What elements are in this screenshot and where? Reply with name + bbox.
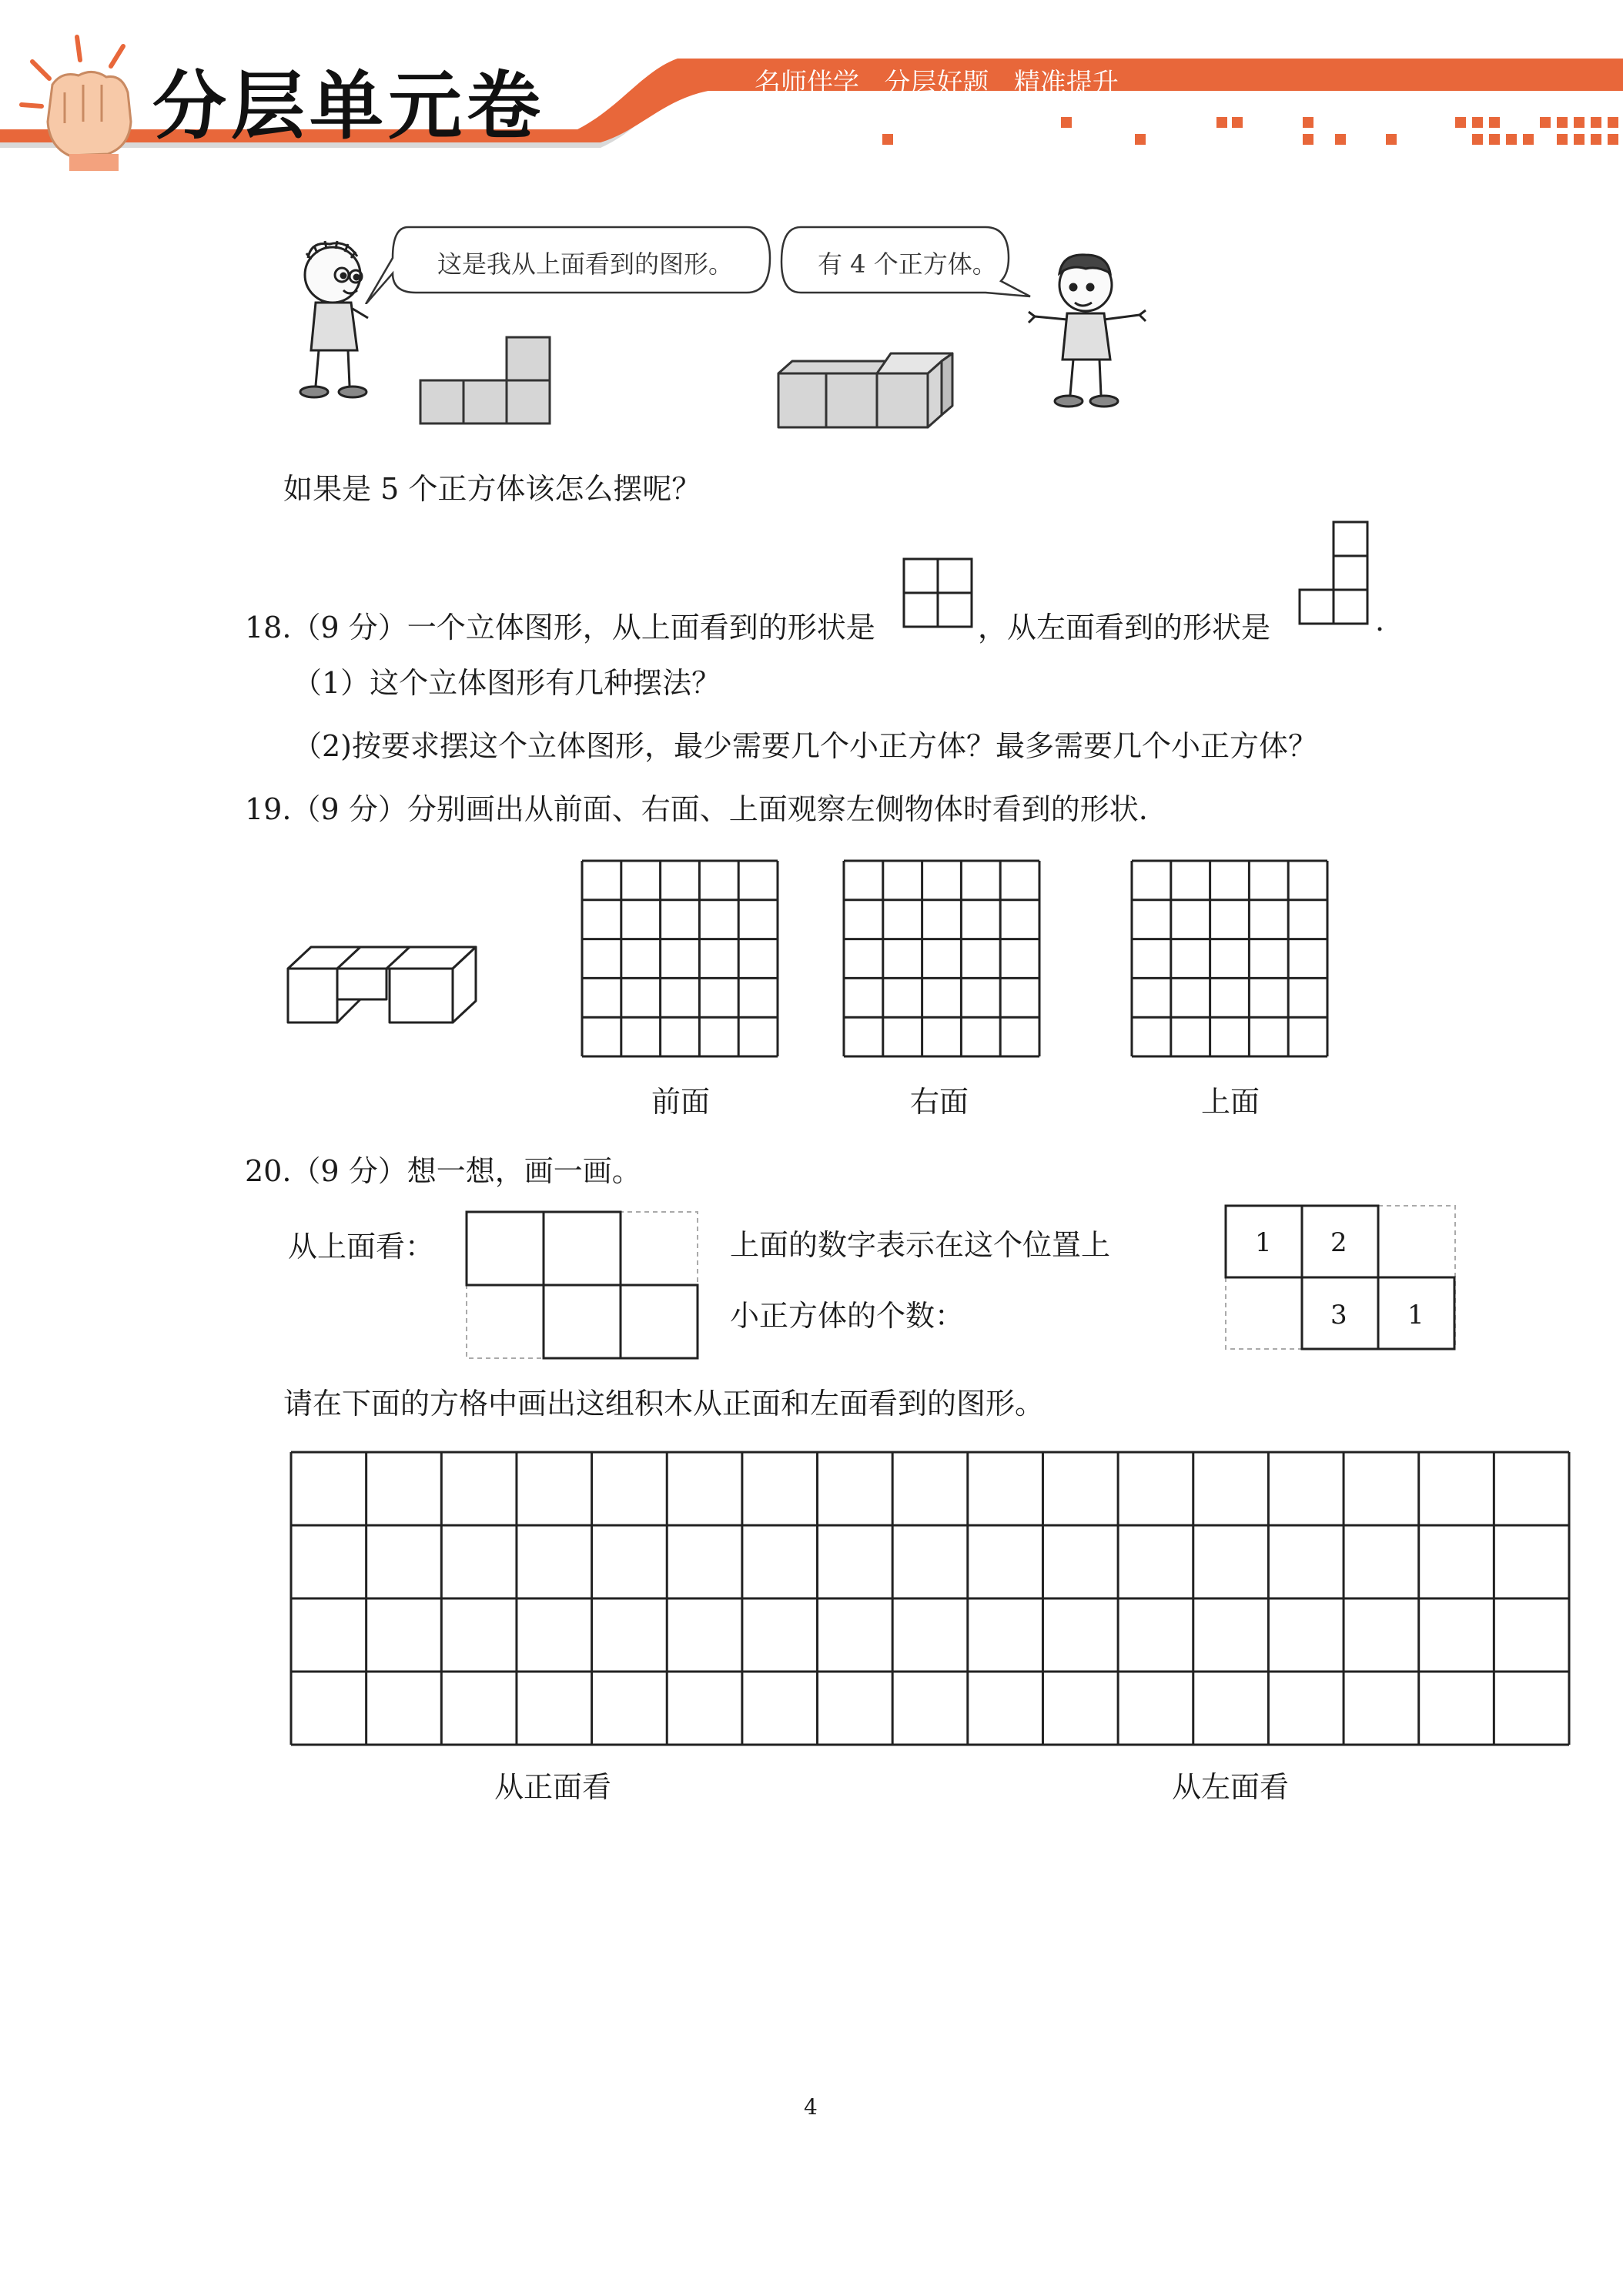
q19-grid-top[interactable] bbox=[1130, 859, 1329, 1058]
q18-left-view-icon bbox=[1298, 519, 1375, 627]
q18-stem-b: ，从左面看到的形状是 bbox=[978, 611, 1271, 644]
q20-number-cell-3: 3 bbox=[1330, 1300, 1347, 1330]
boy-right-figure bbox=[1024, 243, 1163, 412]
page-number: 4 bbox=[804, 2094, 818, 2120]
header-title: 分层单元卷 bbox=[152, 63, 545, 149]
q19-label-front: 前面 bbox=[651, 1085, 711, 1119]
top-view-shape bbox=[416, 331, 562, 431]
q20-label-left: 从左面看 bbox=[1172, 1770, 1290, 1804]
q20-instruction: 请在下面的方格中画出这组积木从正面和左面看到的图形。 bbox=[283, 1387, 1045, 1421]
q19-grid-front[interactable] bbox=[581, 859, 779, 1058]
fist-icon bbox=[15, 31, 146, 173]
q18-sub2: （2)按要求摆这个立体图形，最少需要几个小正方体？最多需要几个小正方体？ bbox=[293, 729, 1318, 763]
q19-grid-right[interactable] bbox=[842, 859, 1041, 1058]
q18-sub1: （1）这个立体图形有几种摆法？ bbox=[293, 666, 721, 700]
q17-question: 如果是 5 个正方体该怎么摆呢？ bbox=[283, 472, 701, 506]
q20-answer-grid[interactable] bbox=[289, 1451, 1571, 1746]
bubble-left-text: 这是我从上面看到的图形。 bbox=[437, 249, 734, 279]
q20-top-label: 从上面看： bbox=[288, 1230, 435, 1263]
q20-number-cell-4: 1 bbox=[1407, 1300, 1424, 1330]
q20-desc-line1: 上面的数字表示在这个位置上 bbox=[730, 1228, 1111, 1262]
q18-stem-a: 18.（9 分）一个立体图形，从上面看到的形状是 bbox=[245, 611, 875, 644]
q20-stem: 20.（9 分）想一想，画一画。 bbox=[245, 1154, 641, 1188]
cube-stack-illustration bbox=[774, 350, 966, 439]
q18-stem-end: . bbox=[1375, 604, 1385, 638]
q19-stem: 19.（9 分）分别画出从前面、右面、上面观察左侧物体时看到的形状. bbox=[245, 792, 1148, 826]
q20-desc-line2: 小正方体的个数： bbox=[730, 1299, 965, 1333]
header-slogan: 名师伴学 分层好题 精准提升 bbox=[755, 68, 1119, 99]
q20-top-view-shape bbox=[465, 1210, 702, 1361]
q19-object-illustration bbox=[283, 922, 491, 1030]
q19-label-right: 右面 bbox=[910, 1085, 969, 1119]
q20-number-cell-1: 1 bbox=[1255, 1227, 1272, 1258]
bubble-right-text: 有 4 个正方体。 bbox=[818, 249, 997, 279]
q20-label-front: 从正面看 bbox=[494, 1770, 612, 1804]
q20-number-cell-2: 2 bbox=[1330, 1227, 1347, 1258]
q19-label-top: 上面 bbox=[1201, 1085, 1260, 1119]
q18-top-view-icon bbox=[901, 556, 975, 630]
